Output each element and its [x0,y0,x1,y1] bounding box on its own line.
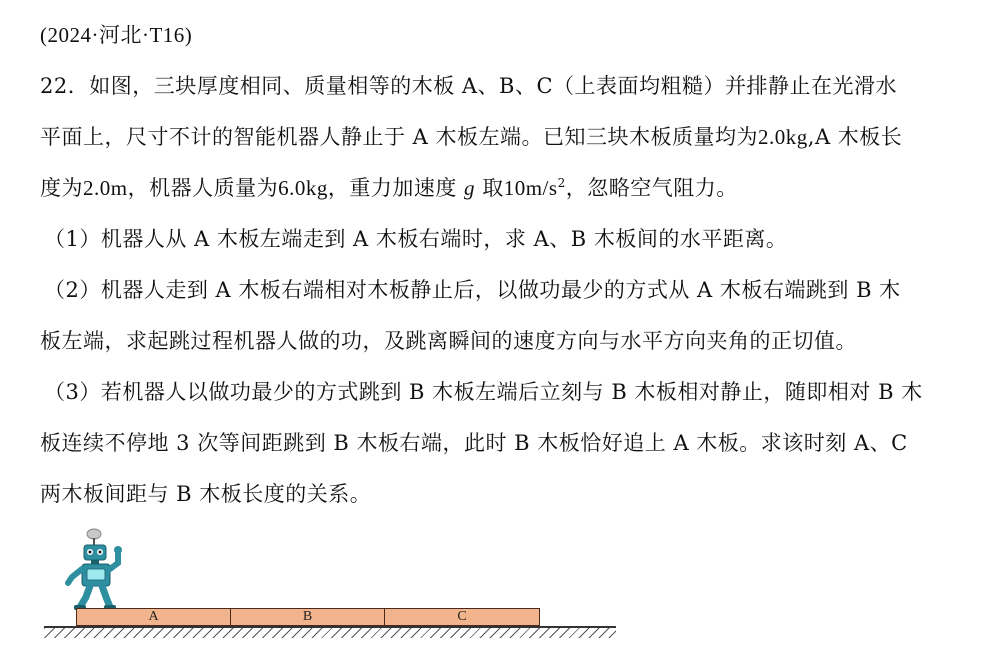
problem-text: ,A 木板长 [807,125,903,149]
question-1: （1）机器人从 A 木板左端走到 A 木板右端时，求 A、B 木板间的水平距离。 [44,227,788,251]
source-header: (2024·河北·T16) [40,23,193,47]
problem-line-3 [40,175,738,201]
board-a: A [76,608,231,626]
problem-text: ，重力加速度 [327,176,457,200]
exponent: 2 [557,176,566,190]
problem-line-1: 22．如图，三块厚度相同、质量相等的木板 A、B、C（上表面均粗糙）并排静止在光滑水 [40,74,898,98]
mass-value: 2.0kg [758,125,808,149]
robot-mass-value: 6.0kg [278,176,328,200]
question-2-line-1: （2）机器人走到 A 木板右端相对木板静止后，以做功最少的方式从 A 木板右端跳到 B 木 [44,278,901,302]
gravity-value: 10m/s [503,176,558,200]
question-3-line-3: 两木板间距与 B 木板长度的关系。 [40,482,372,506]
problem-text: 取 [482,176,504,200]
problem-line-2 [40,124,902,150]
question-2-line-2: 板左端，求起跳过程机器人做的功，及跳离瞬间的速度方向与水平方向夹角的正切值。 [40,329,857,353]
physics-figure [40,525,620,645]
problem-text: ，忽略空气阻力。 [565,176,738,200]
board-b: B [230,608,385,626]
question-3-line-2: 板连续不停地 3 次等间距跳到 B 木板右端，此时 B 木板恰好追上 A 木板。求该时刻 A、C [40,431,908,455]
board-c: C [384,608,540,626]
robot-icon [58,525,128,611]
problem-text: ，机器人质量为 [127,176,279,200]
gravity-symbol: g [464,176,476,200]
ground-hatch [44,628,616,638]
problem-text: 平面上，尺寸不计的智能机器人静止于 A 木板左端。已知三块木板质量均为 [40,125,759,149]
question-3-line-1: （3）若机器人以做功最少的方式跳到 B 木板左端后立刻与 B 木板相对静止，随即相对 B 木 [44,380,923,404]
problem-text: 度为 [40,176,83,200]
length-value: 2.0m [83,176,128,200]
